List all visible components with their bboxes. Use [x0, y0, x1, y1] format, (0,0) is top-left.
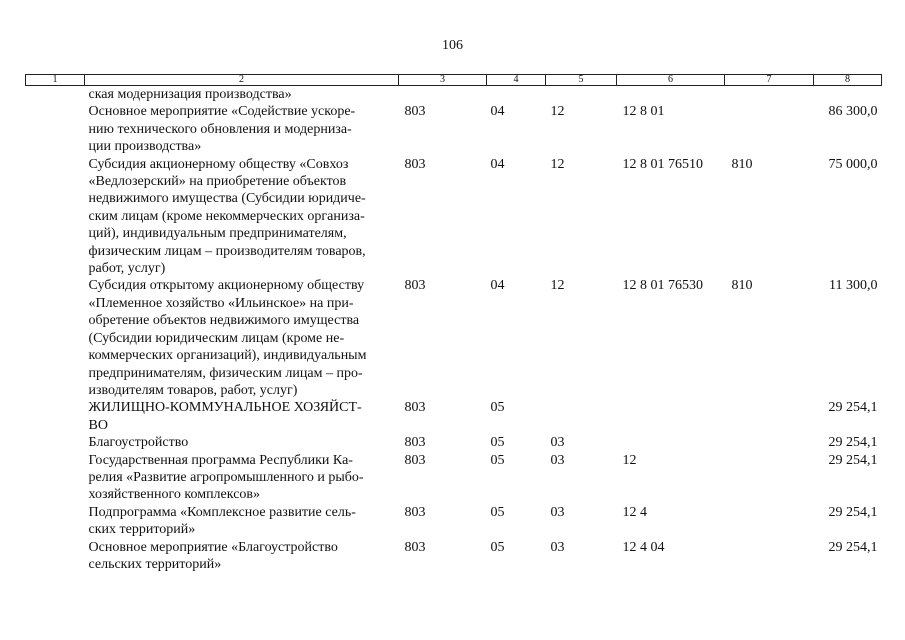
description-line: хозяйственного комплексов»: [88, 487, 261, 503]
row-description: [85, 86, 399, 104]
expense-type-code: 810: [731, 156, 753, 172]
subsection-code: 03: [550, 539, 565, 555]
amount-value: 29 254,1: [828, 539, 878, 555]
row-empty-cell: [26, 86, 85, 104]
row-description: [85, 539, 399, 574]
description-line: ции производства»: [88, 139, 202, 155]
amount-value: [814, 86, 882, 104]
ministry-code: 803: [404, 452, 426, 468]
table-row: [26, 86, 882, 104]
description-line: ским лицам (кроме некоммерческих организа-: [88, 208, 365, 224]
expense-type-code: [725, 504, 814, 539]
description-line: недвижимого имущества (Субсидии юридиче-: [88, 191, 366, 207]
row-description: [85, 452, 399, 504]
ministry-code: 803: [404, 504, 426, 520]
row-empty-cell: [26, 434, 85, 451]
description-line: Благоустройство: [88, 435, 189, 451]
row-empty-cell: [26, 539, 85, 574]
section-code: [487, 86, 546, 104]
table-row: [26, 504, 882, 539]
target-article-code: 12 8 01 76530: [622, 278, 703, 294]
expense-type-code: [725, 399, 814, 434]
row-empty-cell: [26, 504, 85, 539]
ministry-code: 803: [404, 400, 426, 416]
subsection-code: [546, 399, 617, 434]
description-line: работ, услуг): [88, 261, 166, 277]
ministry-code: 803: [404, 539, 426, 555]
section-code: 04: [490, 278, 505, 294]
subsection-code: 03: [550, 435, 565, 451]
table-row: [26, 452, 882, 504]
amount-value: 75 000,0: [828, 156, 878, 172]
section-code: 05: [490, 452, 505, 468]
subsection-code: 12: [550, 104, 565, 120]
amount-value: 29 254,1: [828, 504, 878, 520]
description-line: предпринимателям, физическим лицам – про-: [88, 365, 363, 381]
ministry-code: [399, 86, 487, 104]
target-article-code: 12 8 01 76510: [622, 156, 703, 172]
expense-type-code: [725, 434, 814, 451]
ministry-code: 803: [404, 104, 426, 120]
expense-type-code: [725, 452, 814, 504]
column-header: 4: [487, 75, 546, 86]
table-body: [26, 86, 882, 574]
description-line: релия «Развитие агропромышленного и рыбо-: [88, 469, 364, 485]
description-line: «Ведлозерский» на приобретение объектов: [88, 174, 347, 190]
amount-value: 29 254,1: [828, 452, 878, 468]
ministry-code: 803: [404, 156, 426, 172]
column-header: 3: [399, 75, 487, 86]
description-line: ЖИЛИЩНО-КОММУНАЛЬНОЕ ХОЗЯЙСТ-: [88, 400, 362, 416]
subsection-code: 12: [550, 156, 565, 172]
description-line: коммерческих организаций), индивидуальным: [88, 348, 367, 364]
row-empty-cell: [26, 103, 85, 155]
description-line: обретение объектов недвижимого имущества: [88, 313, 360, 329]
ministry-code: 803: [404, 278, 426, 294]
column-header: 1: [26, 75, 85, 86]
description-line: ская модернизация производства»: [88, 87, 292, 102]
row-empty-cell: [26, 277, 85, 399]
amount-value: 29 254,1: [828, 400, 878, 416]
subsection-code: 03: [550, 504, 565, 520]
description-line: ских территорий»: [88, 522, 196, 538]
budget-table: [25, 74, 882, 573]
section-code: 04: [490, 104, 505, 120]
row-description: [85, 399, 399, 434]
description-line: нию технического обновления и модерниза-: [88, 121, 352, 137]
description-line: изводителям товаров, работ, услуг): [88, 382, 298, 398]
description-line: Государственная программа Республики Ка-: [88, 452, 353, 468]
section-code: 04: [490, 156, 505, 172]
expense-type-code: [725, 103, 814, 155]
column-header: 2: [85, 75, 399, 86]
amount-value: 11 300,0: [829, 278, 878, 294]
section-code: 05: [490, 400, 505, 416]
description-line: ций), индивидуальным предпринимателям,: [88, 226, 347, 242]
row-description: [85, 504, 399, 539]
subsection-code: 12: [550, 278, 565, 294]
column-number-row: [26, 75, 882, 86]
column-header: 5: [546, 75, 617, 86]
row-empty-cell: [26, 399, 85, 434]
column-header: 6: [617, 75, 725, 86]
subsection-code: [546, 86, 617, 104]
target-article-code: 12 8 01: [622, 104, 665, 120]
ministry-code: 803: [404, 435, 426, 451]
table-row: [26, 277, 882, 399]
target-article-code: [617, 86, 725, 104]
target-article-code: [617, 399, 725, 434]
section-code: 05: [490, 435, 505, 451]
description-line: физическим лицам – производителям товаров,: [88, 243, 366, 259]
table-row: [26, 103, 882, 155]
section-code: 05: [490, 504, 505, 520]
row-description: [85, 156, 399, 278]
row-empty-cell: [26, 452, 85, 504]
description-line: Подпрограмма «Комплексное развитие сель-: [88, 504, 356, 520]
expense-type-code: [725, 86, 814, 104]
section-code: 05: [490, 539, 505, 555]
subsection-code: 03: [550, 452, 565, 468]
target-article-code: 12: [622, 452, 637, 468]
description-line: «Племенное хозяйство «Ильинское» на при-: [88, 295, 354, 311]
row-empty-cell: [26, 156, 85, 278]
target-article-code: 12 4: [622, 504, 647, 520]
row-description: [85, 103, 399, 155]
table-row: [26, 539, 882, 574]
description-line: Основное мероприятие «Благоустройство: [88, 539, 338, 555]
description-line: Субсидия открытому акционерному обществу: [88, 278, 365, 294]
table-row: [26, 156, 882, 278]
expense-type-code: 810: [731, 278, 753, 294]
amount-value: 86 300,0: [828, 104, 878, 120]
description-line: сельских территорий»: [88, 556, 222, 572]
row-description: [85, 277, 399, 399]
expense-type-code: [725, 539, 814, 574]
description-line: Субсидия акционерному обществу «Совхоз: [88, 156, 349, 172]
description-line: ВО: [88, 417, 108, 433]
amount-value: 29 254,1: [828, 435, 878, 451]
description-line: (Субсидии юридическим лицам (кроме не-: [88, 330, 345, 346]
column-header: 7: [725, 75, 814, 86]
table-row: [26, 434, 882, 451]
description-line: Основное мероприятие «Содействие ускоре-: [88, 104, 356, 120]
table-row: [26, 399, 882, 434]
target-article-code: 12 4 04: [622, 539, 665, 555]
row-description: [85, 434, 399, 451]
page-number: 106: [442, 38, 463, 53]
target-article-code: [617, 434, 725, 451]
column-header: 8: [814, 75, 882, 86]
